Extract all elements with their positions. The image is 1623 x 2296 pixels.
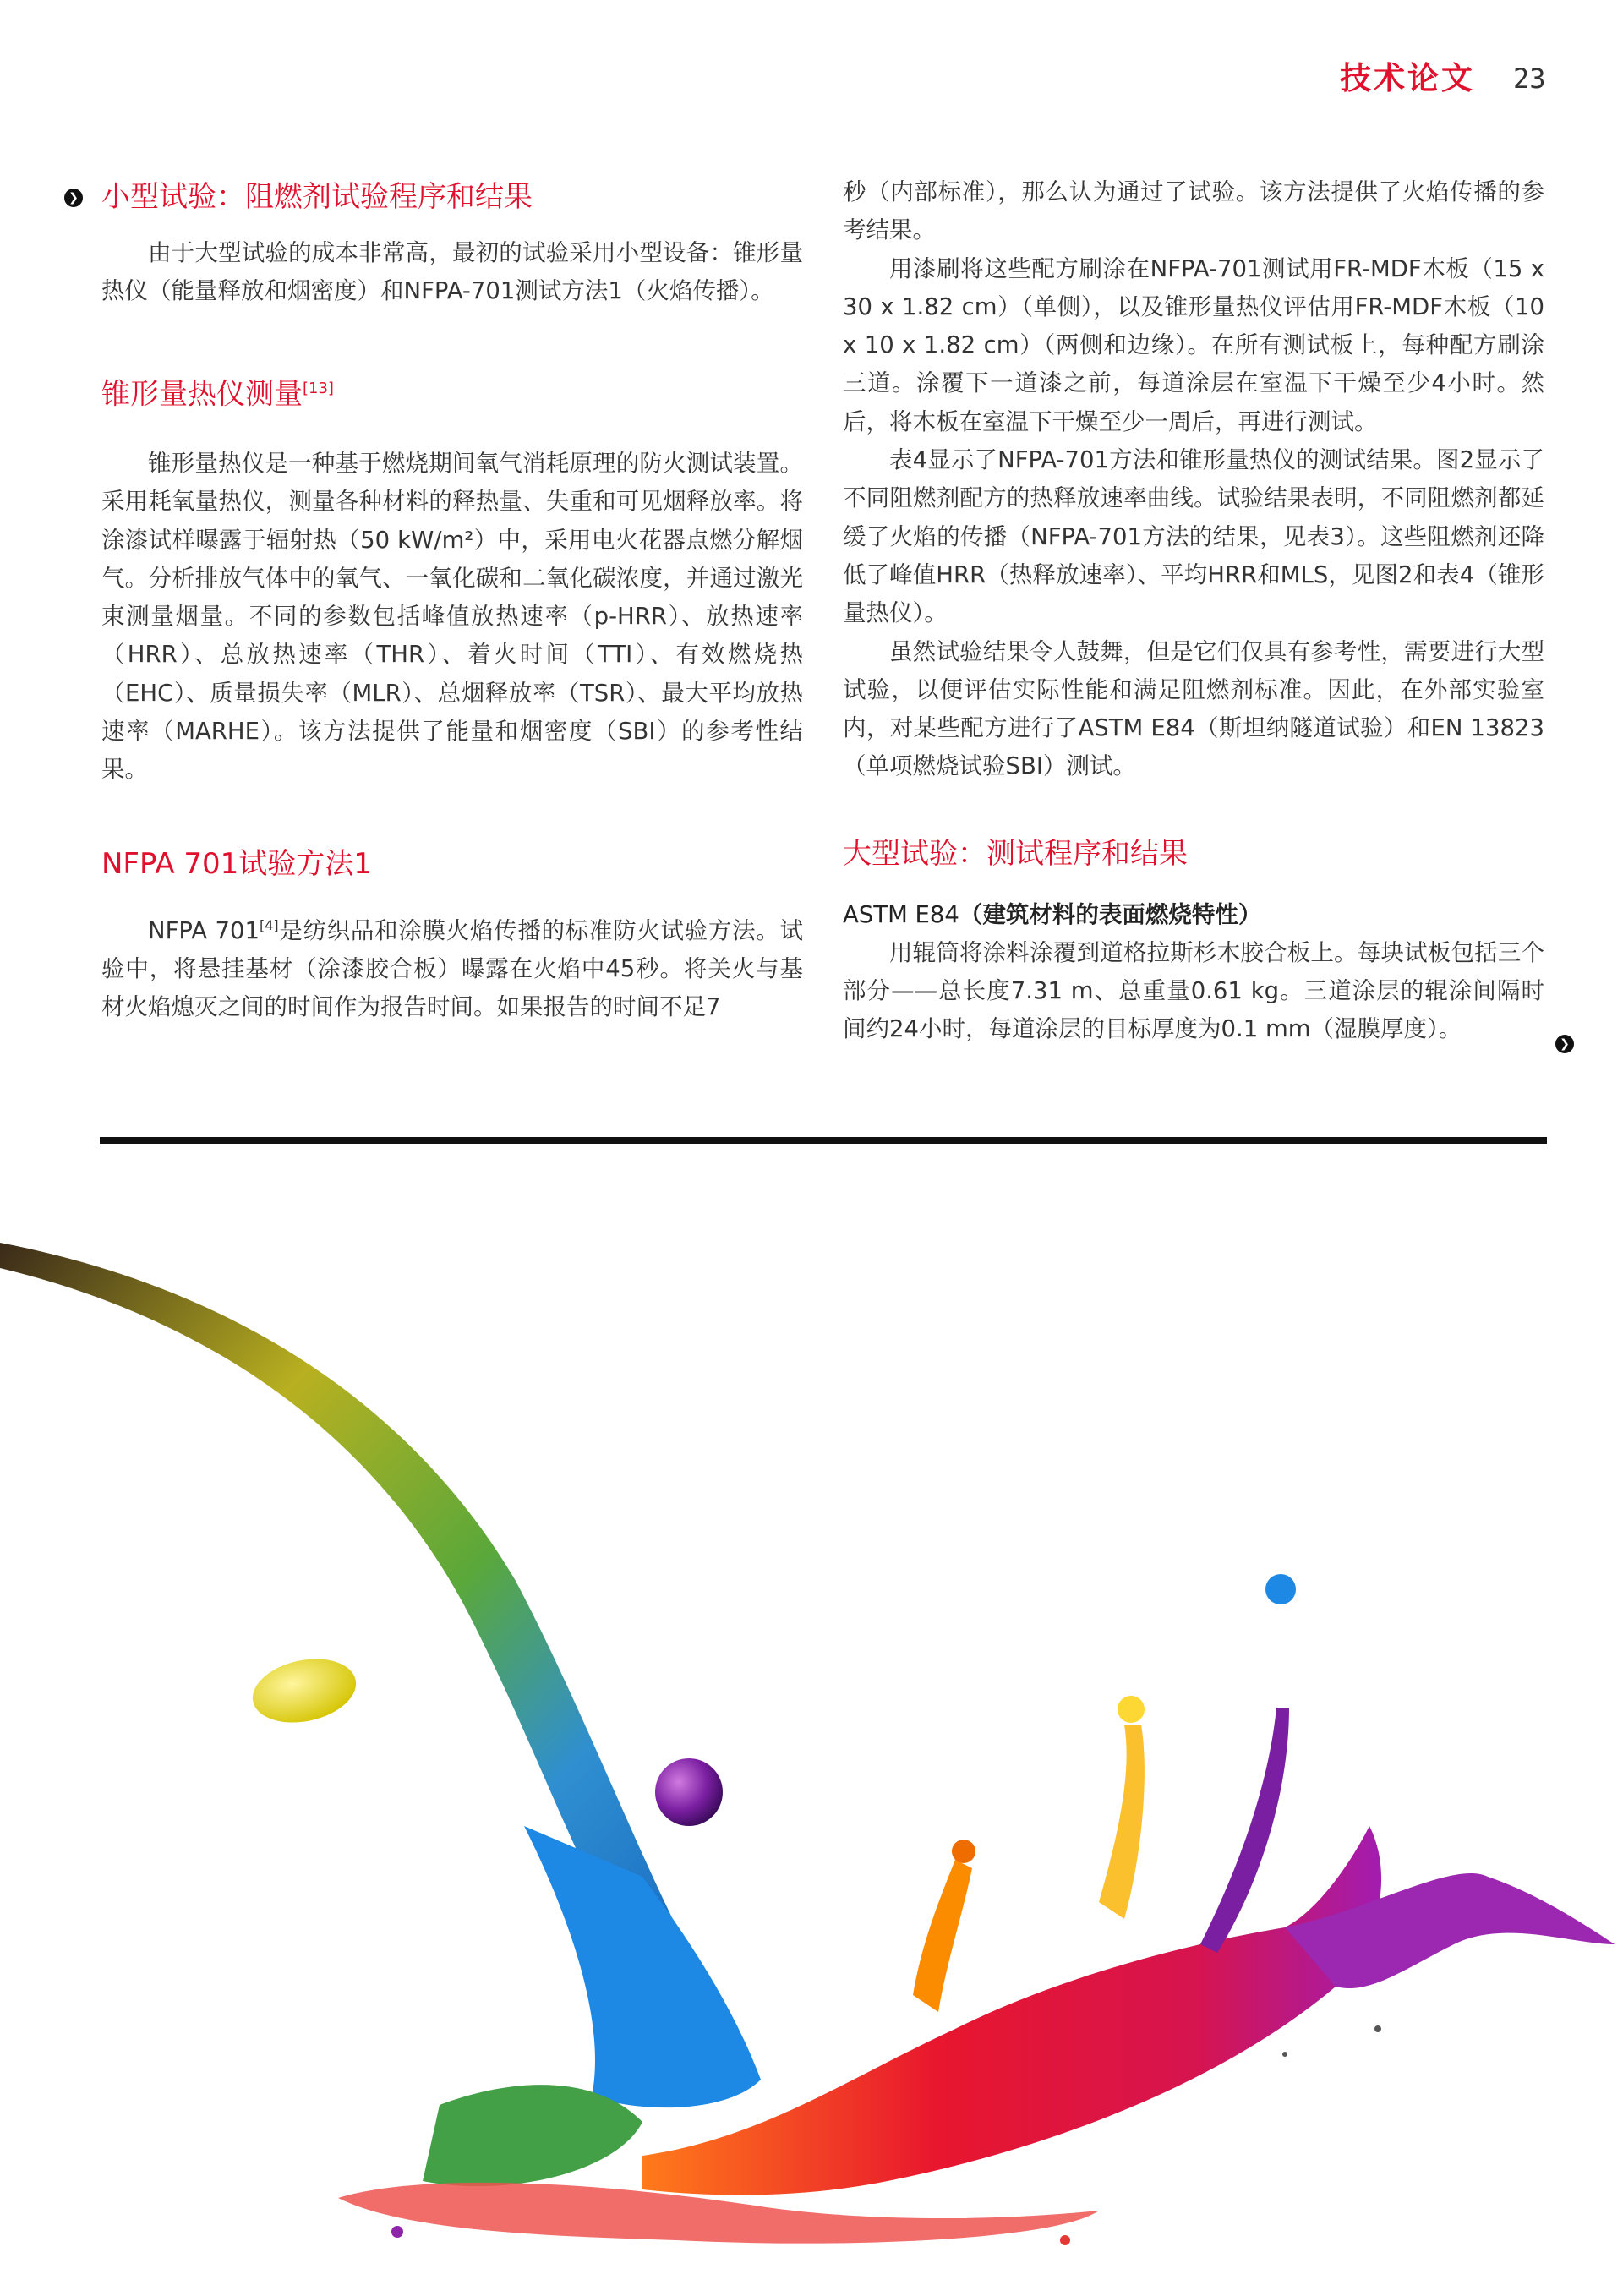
orange-stalk [913,1860,972,2012]
citation-sup: [4] [259,916,279,933]
paragraph-continuation: 秒（内部标准），那么认为通过了试验。该方法提供了火焰传播的参考结果。 [843,178,1544,244]
red-wave [642,1826,1381,2195]
splatter-dot [1374,2025,1381,2032]
purple-stalk [1200,1708,1289,1953]
arrow-right-icon: ❯ [64,189,83,207]
section-heading-cone-calorimeter [101,365,803,418]
green-splash [423,2085,642,2186]
right-column [843,173,1544,1049]
page-number: 23 [1513,63,1546,95]
blue-droplet [1265,1574,1296,1604]
yellow-stalk [1099,1725,1145,1919]
standard-code: ASTM E84 [843,900,959,928]
standard-title: （建筑材料的表面燃烧特性） [959,900,1262,928]
paragraph-large-scale-need: 虽然试验结果令人鼓舞，但是它们仅具有参考性，需要进行大型试验，以便评估实际性能和满足阻燃剂标准。因此，在外部实验室内，对某些配方进行了ASTM E84（斯坦纳隧道试验）和EN 13823（单项燃烧试验SBI）测试。 [843,637,1544,780]
yellow-droplet [1118,1696,1145,1723]
paragraph-results: 表4显示了NFPA-701方法和锥形量热仪的测试结果。图2显示了不同阻燃剂配方的热释放速率曲线。试验结果表明，不同阻燃剂都延缓了火焰的传播（NFPA-701方法的结果，见表3）。这些阻燃剂还降低了峰值HRR（热释放速率）、平均HRR和MLS，见图2和表4（锥形量热仪）。 [843,446,1544,627]
section-label: 技术论文 [1340,60,1475,96]
purple-ball [655,1758,723,1826]
section-heading-nfpa701: NFPA 701试验方法1 [101,846,372,881]
section-heading-large-scale: 大型试验：测试程序和结果 [843,836,1188,871]
sub-heading-astm-e84 [843,896,1544,934]
splatter-dot [1060,2235,1070,2245]
yellow-blob [247,1650,362,1731]
arrow-right-icon: ❯ [1555,1035,1574,1053]
heading-text: 锥形量热仪测量 [101,376,303,411]
paragraph-rest: 是纺织品和涂膜火焰传播的标准防火试验方法。试验中，将悬挂基材（涂漆胶合板）曝露在火焰中45秒。将关火与基材火焰熄灭之间的时间作为报告时间。如果报告的时间不足7 [101,916,804,1021]
splatter-dot [1282,2052,1287,2057]
divider-rule [100,1137,1547,1144]
paragraph-nfpa701 [101,906,803,1027]
paragraph-intro: 由于大型试验的成本非常高，最初的试验采用小型设备：锥形量热仪（能量释放和烟密度）和NFPA-701测试方法1（火焰传播）。 [101,239,803,305]
paragraph-lead: NFPA 701 [148,916,260,944]
left-column [101,173,803,1027]
section-heading-small-scale: 小型试验：阻燃剂试验程序和结果 [101,180,533,214]
splatter-dot [391,2226,403,2238]
paragraph-cone-calorimeter: 锥形量热仪是一种基于燃烧期间氧气消耗原理的防火测试装置。采用耗氧量热仪，测量各种材料的释热量、失重和可见烟释放率。将涂漆试样曝露于辐射热（50 kW/m²）中，采用电火花器点燃分解烟气。分析排放气体中的氧气、一氧化碳和二氧化碳浓度，并通过激光束测量烟量。不同的参数包括峰值放热速率（p-HRR）、放热速率（HRR）、总放热速率（THR）、着火时间（TTI）、有效燃烧热（EHC）、质量损失率（MLR）、总烟释放率（TSR）、最大平均放热速率（MARHE）。该方法提供了能量和烟密度（SBI）的参考性结果。 [101,449,803,784]
paragraph-astm-e84: 用辊筒将涂料涂覆到道格拉斯杉木胶合板上。每块试板包括三个部分——总长度7.31 m、总重量0.61 kg。三道涂层的辊涂间隔时间约24小时，每道涂层的目标厚度为0.1 mm（湿膜厚度）。 [843,938,1544,1043]
paint-splash-illustration [0,1184,1623,2296]
citation-sup: [13] [303,379,334,397]
orange-droplet [952,1840,975,1863]
paragraph-coating-method: 用漆刷将这些配方刷涂在NFPA-701测试用FR-MDF木板（15 x 30 x 1.82 cm）（单侧），以及锥形量热仪评估用FR-MDF木板（10 x 10 x 1.82 cm）（两侧和边缘）。在所有测试板上，每种配方刷涂三道。涂覆下一道漆之前，每道涂层在室温下干燥至少4小时。然后，将木板在室温下干燥至少一周后，再进行测试。 [843,254,1544,435]
